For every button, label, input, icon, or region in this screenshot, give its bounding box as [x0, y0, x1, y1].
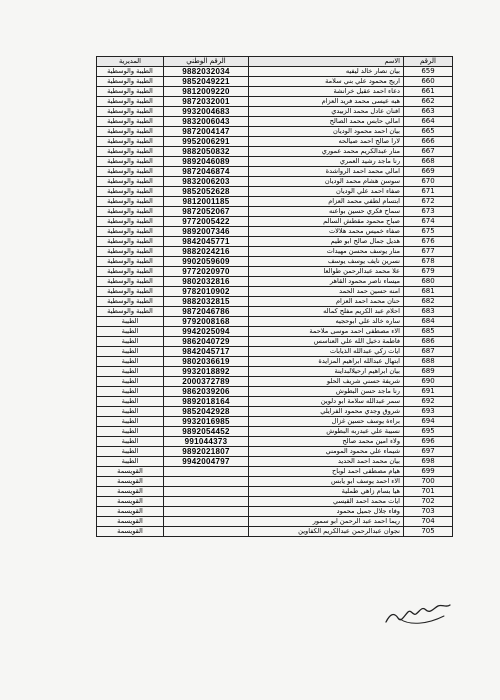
roster-table	[96, 56, 453, 537]
row-num-cell: 659	[404, 67, 453, 77]
row-national-id-cell: 9832006203	[164, 177, 249, 187]
row-national-id-cell: 9892018164	[164, 397, 249, 407]
row-num-cell: 695	[404, 427, 453, 437]
row-national-id-cell: 9802036619	[164, 357, 249, 367]
row-directorate-cell: الطيبة	[97, 367, 164, 377]
row-directorate-cell: الطيبة والوسطية	[97, 287, 164, 297]
row-name-cell: اريج محمود علي بني سلامة	[249, 77, 404, 87]
row-national-id-cell: 9902059609	[164, 257, 249, 267]
row-national-id-cell: 9862039206	[164, 387, 249, 397]
row-national-id-cell	[164, 477, 249, 487]
table-row	[97, 497, 453, 507]
row-num-cell: 687	[404, 347, 453, 357]
row-directorate-cell: القويسمة	[97, 527, 164, 537]
table-row	[97, 357, 453, 367]
row-num-cell: 672	[404, 197, 453, 207]
row-directorate-cell: الطيبة	[97, 387, 164, 397]
row-national-id-cell: 9852049221	[164, 77, 249, 87]
row-national-id-cell: 9952006291	[164, 137, 249, 147]
row-directorate-cell: الطيبة والوسطية	[97, 137, 164, 147]
table-row	[97, 67, 453, 77]
row-national-id-cell: 9892046089	[164, 157, 249, 167]
row-name-cell: شروق وجدي محمود الفرايلي	[249, 407, 404, 417]
row-name-cell: منار عبدالكريم محمد عموري	[249, 147, 404, 157]
row-national-id-cell: 9892021807	[164, 447, 249, 457]
row-directorate-cell: الطيبة	[97, 427, 164, 437]
row-directorate-cell: الطيبة والوسطية	[97, 97, 164, 107]
row-national-id-cell: 9872046874	[164, 167, 249, 177]
row-national-id-cell: 9882024216	[164, 247, 249, 257]
row-name-cell: هبه عيسى محمد فريد العزام	[249, 97, 404, 107]
row-national-id-cell: 9802032816	[164, 277, 249, 287]
row-directorate-cell: الطيبة والوسطية	[97, 297, 164, 307]
table-row	[97, 417, 453, 427]
row-name-cell: ريما احمد عبد الرحمن ابو سمور	[249, 517, 404, 527]
row-name-cell: دعاء احمد عقيل خرانشة	[249, 87, 404, 97]
table-row	[97, 487, 453, 497]
table-row	[97, 107, 453, 117]
row-num-cell: 688	[404, 357, 453, 367]
row-name-cell: براءة يوسف حسين غزال	[249, 417, 404, 427]
table-row	[97, 527, 453, 537]
row-national-id-cell: 9842045717	[164, 347, 249, 357]
row-national-id-cell: 9792008168	[164, 317, 249, 327]
table-row	[97, 77, 453, 87]
row-num-cell: 691	[404, 387, 453, 397]
row-directorate-cell: الطيبة	[97, 437, 164, 447]
row-num-cell: 685	[404, 327, 453, 337]
row-national-id-cell	[164, 527, 249, 537]
row-national-id-cell: 9932016985	[164, 417, 249, 427]
row-num-cell: 673	[404, 207, 453, 217]
table-row	[97, 117, 453, 127]
row-name-cell: صفاء خميس محمد هلالات	[249, 227, 404, 237]
row-name-cell: ابتسام لطفي محمد العزام	[249, 197, 404, 207]
row-num-cell: 678	[404, 257, 453, 267]
row-directorate-cell: القويسمة	[97, 487, 164, 497]
table-row	[97, 387, 453, 397]
row-name-cell: امنه حسين حمد الحمد	[249, 287, 404, 297]
row-national-id-cell: 9782010902	[164, 287, 249, 297]
table-row	[97, 397, 453, 407]
row-num-cell: 694	[404, 417, 453, 427]
row-num-cell: 702	[404, 497, 453, 507]
row-directorate-cell: الطيبة والوسطية	[97, 307, 164, 317]
table-row	[97, 197, 453, 207]
row-directorate-cell: الطيبة والوسطية	[97, 107, 164, 117]
row-directorate-cell: الطيبة والوسطية	[97, 187, 164, 197]
row-national-id-cell: 9772020970	[164, 267, 249, 277]
row-national-id-cell: 9812001185	[164, 197, 249, 207]
header-national-id: الرقم الوطني	[164, 57, 249, 67]
row-num-cell: 664	[404, 117, 453, 127]
row-directorate-cell: الطيبة والوسطية	[97, 237, 164, 247]
table-row	[97, 287, 453, 297]
row-directorate-cell: الطيبة	[97, 327, 164, 337]
row-name-cell: بيان احمد محمود الوديان	[249, 127, 404, 137]
row-directorate-cell: الطيبة والوسطية	[97, 67, 164, 77]
row-num-cell: 689	[404, 367, 453, 377]
row-num-cell: 674	[404, 217, 453, 227]
row-name-cell: هيا بسام زاهي طملية	[249, 487, 404, 497]
handwritten-signature	[380, 592, 470, 632]
table-row	[97, 327, 453, 337]
row-num-cell: 667	[404, 147, 453, 157]
row-name-cell: ميساء ناصر محمود القاهر	[249, 277, 404, 287]
row-name-cell: رنا ماجد حسن البطوش	[249, 387, 404, 397]
row-directorate-cell: الطيبة والوسطية	[97, 167, 164, 177]
row-national-id-cell: 9852042928	[164, 407, 249, 417]
row-directorate-cell: القويسمة	[97, 517, 164, 527]
row-national-id-cell: 9772005422	[164, 217, 249, 227]
row-name-cell: ولاء امين محمد صالح	[249, 437, 404, 447]
table-row	[97, 427, 453, 437]
row-num-cell: 697	[404, 447, 453, 457]
table-row	[97, 437, 453, 447]
row-directorate-cell: الطيبة والوسطية	[97, 87, 164, 97]
table-row	[97, 207, 453, 217]
row-name-cell: ابتهال عبدالله ابراهيم المزايدة	[249, 357, 404, 367]
row-name-cell: هيام مصطفى احمد لوباح	[249, 467, 404, 477]
table-row	[97, 97, 453, 107]
row-directorate-cell: الطيبة والوسطية	[97, 247, 164, 257]
row-national-id-cell: 9942004797	[164, 457, 249, 467]
row-num-cell: 700	[404, 477, 453, 487]
row-directorate-cell: القويسمة	[97, 467, 164, 477]
table-row	[97, 227, 453, 237]
row-directorate-cell: الطيبة	[97, 407, 164, 417]
row-national-id-cell: 9882050832	[164, 147, 249, 157]
row-name-cell: منار يوسف محسن مهيدات	[249, 247, 404, 257]
row-directorate-cell: الطيبة	[97, 447, 164, 457]
row-num-cell: 703	[404, 507, 453, 517]
row-num-cell: 701	[404, 487, 453, 497]
row-national-id-cell: 9882032034	[164, 67, 249, 77]
row-name-cell: بيان نصار خالد ليفيه	[249, 67, 404, 77]
row-name-cell: احلام عبد الكريم مفلح كماله	[249, 307, 404, 317]
row-national-id-cell: 9892054452	[164, 427, 249, 437]
row-name-cell: علا محمد عبدالرحمن طوالعا	[249, 267, 404, 277]
row-num-cell: 679	[404, 267, 453, 277]
row-num-cell: 666	[404, 137, 453, 147]
row-national-id-cell: 9872046786	[164, 307, 249, 317]
row-name-cell: نجوان عبدالرحمن عبدالكريم الكفاوين	[249, 527, 404, 537]
row-directorate-cell: الطيبة	[97, 377, 164, 387]
table-row	[97, 347, 453, 357]
table-row	[97, 317, 453, 327]
table-row	[97, 477, 453, 487]
row-name-cell: الاء مصطفى احمد موسى ملاحمة	[249, 327, 404, 337]
row-num-cell: 675	[404, 227, 453, 237]
row-name-cell: بيان محمد احمد الحديد	[249, 457, 404, 467]
row-directorate-cell: الطيبة	[97, 417, 164, 427]
row-num-cell: 696	[404, 437, 453, 447]
row-name-cell: شريفة حسني شريف الحلو	[249, 377, 404, 387]
row-num-cell: 669	[404, 167, 453, 177]
table-row	[97, 297, 453, 307]
row-name-cell: ايات محمد احمد القيسي	[249, 497, 404, 507]
row-directorate-cell: الطيبة والوسطية	[97, 257, 164, 267]
row-name-cell: ايات زكي عبدالله الذيابات	[249, 347, 404, 357]
row-num-cell: 665	[404, 127, 453, 137]
table-row	[97, 377, 453, 387]
row-national-id-cell: 9942025094	[164, 327, 249, 337]
row-national-id-cell: 9932018892	[164, 367, 249, 377]
table-row	[97, 507, 453, 517]
row-name-cell: رنا ماجد رشيد العمري	[249, 157, 404, 167]
row-name-cell: فاطمة دخيل الله علي العناسس	[249, 337, 404, 347]
row-name-cell: سماح فكري حسين بواعنه	[249, 207, 404, 217]
row-national-id-cell: 991044373	[164, 437, 249, 447]
row-num-cell: 704	[404, 517, 453, 527]
table-row	[97, 167, 453, 177]
table-row	[97, 157, 453, 167]
row-num-cell: 660	[404, 77, 453, 87]
row-name-cell: حنان محمد احمد العزام	[249, 297, 404, 307]
row-name-cell: امالي محمد احمد الرواشدة	[249, 167, 404, 177]
row-directorate-cell: الطيبة والوسطية	[97, 207, 164, 217]
row-name-cell: نسرين نايف يوسف يوسف	[249, 257, 404, 267]
table-row	[97, 217, 453, 227]
row-name-cell: صباح محمود مقطش السالم	[249, 217, 404, 227]
table-row	[97, 177, 453, 187]
table-row	[97, 447, 453, 457]
table-row	[97, 517, 453, 527]
row-name-cell: هديل جمال صالح ابو طيم	[249, 237, 404, 247]
row-name-cell: شيماء علي محمود المومني	[249, 447, 404, 457]
table-row	[97, 267, 453, 277]
row-national-id-cell: 9932004683	[164, 107, 249, 117]
row-num-cell: 681	[404, 287, 453, 297]
row-directorate-cell: الطيبة	[97, 347, 164, 357]
row-national-id-cell: 9812009220	[164, 87, 249, 97]
row-directorate-cell: الطيبة والوسطية	[97, 267, 164, 277]
row-directorate-cell: القويسمة	[97, 497, 164, 507]
row-directorate-cell: الطيبة	[97, 357, 164, 367]
row-national-id-cell: 9862040729	[164, 337, 249, 347]
table-row	[97, 247, 453, 257]
row-directorate-cell: الطيبة	[97, 317, 164, 327]
table-row	[97, 147, 453, 157]
row-directorate-cell: الطيبة	[97, 397, 164, 407]
row-national-id-cell: 9872004147	[164, 127, 249, 137]
row-directorate-cell: القويسمة	[97, 477, 164, 487]
row-directorate-cell: الطيبة والوسطية	[97, 157, 164, 167]
header-directorate: المديرية	[97, 57, 164, 67]
table-body	[97, 67, 453, 537]
row-name-cell: لارا صالح احمد صيالحه	[249, 137, 404, 147]
row-national-id-cell: 9872052067	[164, 207, 249, 217]
row-num-cell: 699	[404, 467, 453, 477]
row-num-cell: 663	[404, 107, 453, 117]
row-national-id-cell: 9842045771	[164, 237, 249, 247]
row-num-cell: 686	[404, 337, 453, 347]
row-directorate-cell: الطيبة والوسطية	[97, 227, 164, 237]
row-name-cell: ساره خالد علي ابوحجيه	[249, 317, 404, 327]
table-row	[97, 337, 453, 347]
table-row	[97, 367, 453, 377]
row-num-cell: 698	[404, 457, 453, 467]
table-row	[97, 127, 453, 137]
row-num-cell: 661	[404, 87, 453, 97]
row-national-id-cell: 9882032815	[164, 297, 249, 307]
row-name-cell: وفاء جلال جميل محمود	[249, 507, 404, 517]
table-row	[97, 137, 453, 147]
row-directorate-cell: الطيبة والوسطية	[97, 77, 164, 87]
row-directorate-cell: الطيبة	[97, 457, 164, 467]
row-national-id-cell	[164, 497, 249, 507]
row-num-cell: 705	[404, 527, 453, 537]
row-directorate-cell: القويسمة	[97, 507, 164, 517]
row-national-id-cell: 9872032001	[164, 97, 249, 107]
row-name-cell: افنان عادل محمد الزبيدي	[249, 107, 404, 117]
row-num-cell: 671	[404, 187, 453, 197]
row-num-cell: 692	[404, 397, 453, 407]
table-row	[97, 467, 453, 477]
table-row	[97, 277, 453, 287]
row-directorate-cell: الطيبة والوسطية	[97, 127, 164, 137]
row-num-cell: 690	[404, 377, 453, 387]
row-num-cell: 670	[404, 177, 453, 187]
row-num-cell: 680	[404, 277, 453, 287]
header-row	[97, 57, 453, 67]
row-national-id-cell: 2000372789	[164, 377, 249, 387]
row-num-cell: 662	[404, 97, 453, 107]
row-num-cell: 677	[404, 247, 453, 257]
row-national-id-cell	[164, 467, 249, 477]
row-directorate-cell: الطيبة والوسطية	[97, 147, 164, 157]
row-directorate-cell: الطيبة والوسطية	[97, 197, 164, 207]
table-row	[97, 87, 453, 97]
table-row	[97, 407, 453, 417]
table-row	[97, 187, 453, 197]
row-directorate-cell: الطيبة والوسطية	[97, 117, 164, 127]
row-national-id-cell	[164, 517, 249, 527]
table-row	[97, 237, 453, 247]
row-directorate-cell: الطيبة	[97, 337, 164, 347]
row-num-cell: 684	[404, 317, 453, 327]
row-name-cell: الاء احمد يوسف ابو يابس	[249, 477, 404, 487]
table-row	[97, 257, 453, 267]
roster-table-wrap	[96, 56, 436, 537]
row-name-cell: بيان ابراهيم ارحيلالبداينة	[249, 367, 404, 377]
row-directorate-cell: الطيبة والوسطية	[97, 277, 164, 287]
row-national-id-cell	[164, 487, 249, 497]
row-name-cell: امالي حابس محمد الصالح	[249, 117, 404, 127]
row-num-cell: 676	[404, 237, 453, 247]
row-name-cell: سوسن هشام محمد الوديان	[249, 177, 404, 187]
row-national-id-cell: 9832006043	[164, 117, 249, 127]
row-national-id-cell: 9852052628	[164, 187, 249, 197]
table-row	[97, 307, 453, 317]
row-num-cell: 668	[404, 157, 453, 167]
table-row	[97, 457, 453, 467]
header-name: الاسم	[249, 57, 404, 67]
header-num: الرقم	[404, 57, 453, 67]
row-num-cell: 693	[404, 407, 453, 417]
row-name-cell: سمر عبدالله سلامة ابو دلوين	[249, 397, 404, 407]
row-national-id-cell	[164, 507, 249, 517]
row-directorate-cell: الطيبة والوسطية	[97, 217, 164, 227]
row-name-cell: صفاء احمد علي الوديان	[249, 187, 404, 197]
row-national-id-cell: 9892007346	[164, 227, 249, 237]
row-name-cell: نسيبة علي عبدربه البطوش	[249, 427, 404, 437]
row-num-cell: 682	[404, 297, 453, 307]
row-num-cell: 683	[404, 307, 453, 317]
row-directorate-cell: الطيبة والوسطية	[97, 177, 164, 187]
